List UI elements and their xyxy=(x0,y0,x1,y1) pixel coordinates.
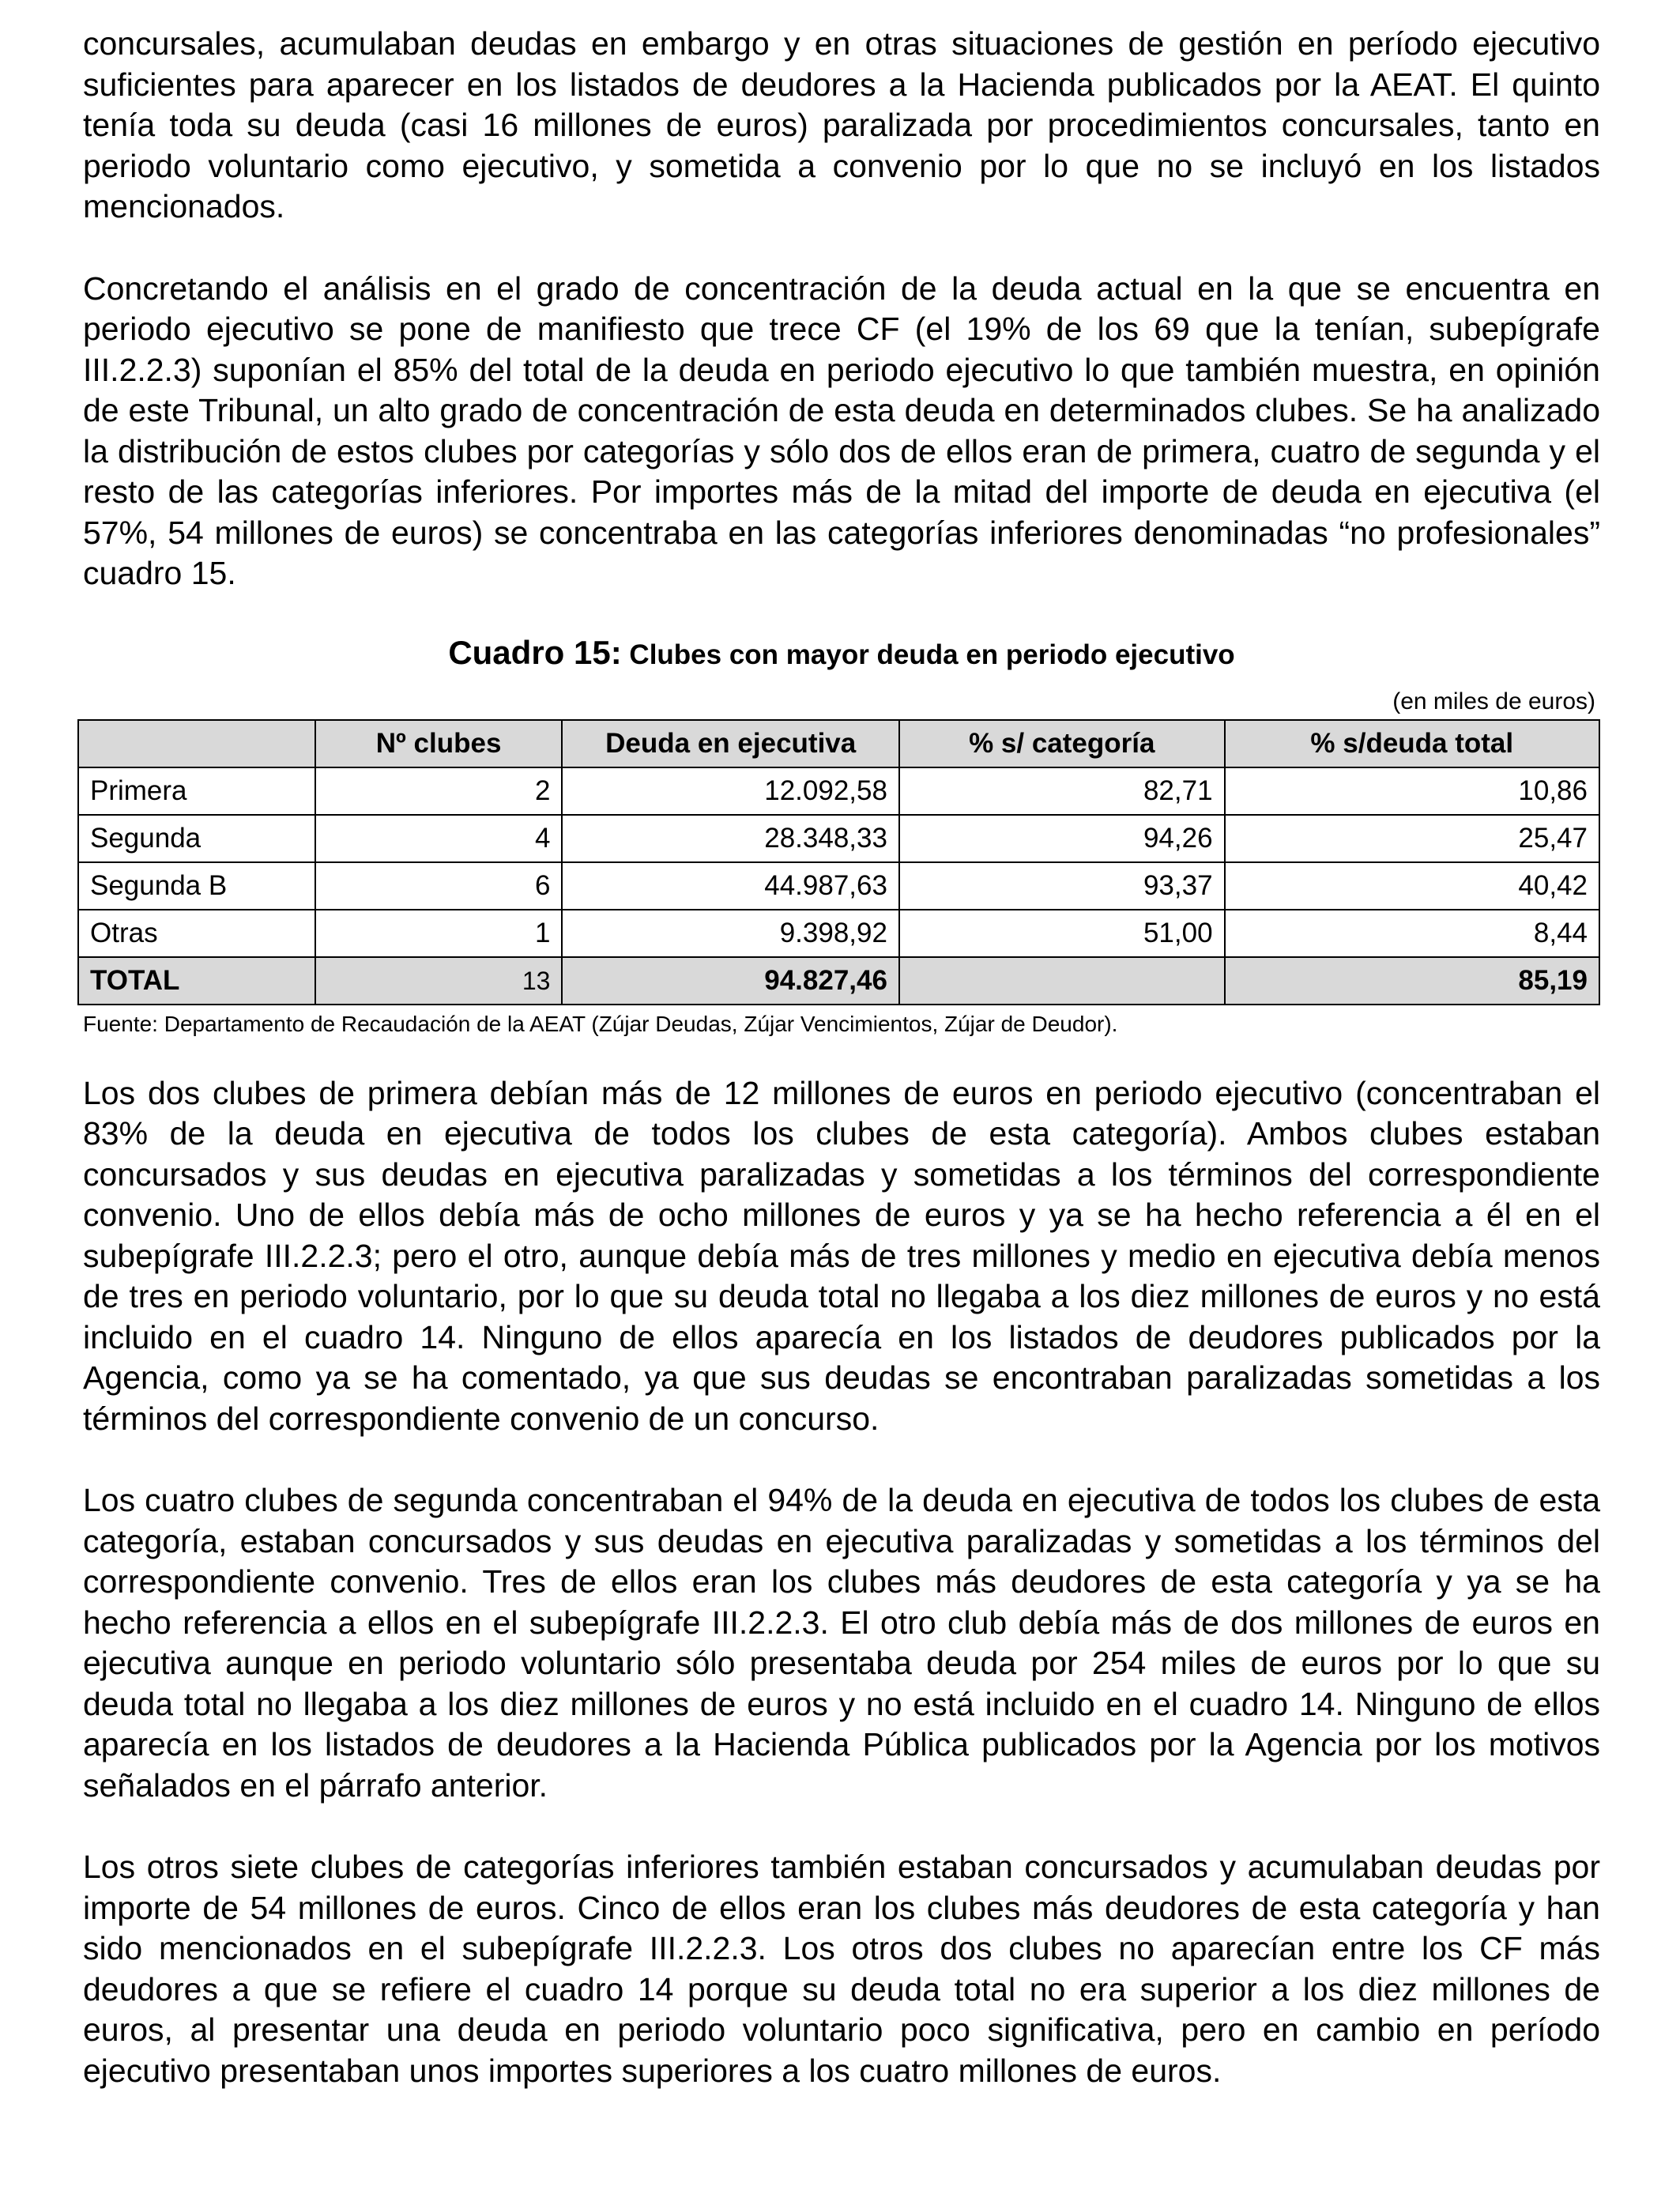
row-label: Segunda B xyxy=(78,862,315,910)
header-debt: Deuda en ejecutiva xyxy=(562,720,899,767)
table-caption-title: Clubes con mayor deuda en periodo ejecutivo xyxy=(621,639,1235,670)
document-page xyxy=(83,24,1600,2132)
cell-debt: 9.398,92 xyxy=(562,910,899,957)
paragraph-5: Los otros siete clubes de categorías inferiores también estaban concursados y acumulaban deudas por importe de 54 millones de euros. Cinco de ellos eran los clubes más deudores de esta categoría y han sido mencionados en el subepígrafe III.2.2.3. Los otros dos clubes no aparecían entre los CF más deudores a que se refiere el cuadro 14 porque su deuda total no era superior a los diez millones de euros, al presentar una deuda en periodo voluntario poco significativa, pero en cambio en período ejecutivo presentaban unos importes superiores a los cuatro millones de euros. xyxy=(83,1849,1600,2089)
header-cell-empty xyxy=(78,720,315,767)
table-row xyxy=(78,862,1599,910)
table-total-row xyxy=(78,957,1599,1005)
row-label: Primera xyxy=(78,767,315,815)
cell-debt: 44.987,63 xyxy=(562,862,899,910)
table-row xyxy=(78,910,1599,957)
table-caption-number: Cuadro 15: xyxy=(448,633,622,671)
paragraph-3: Los dos clubes de primera debían más de 12 millones de euros en periodo ejecutivo (concentraban el 83% de la deuda en ejecutiva de todos los clubes de esta categoría). Ambos clubes estaban concursados y sus deudas en ejecutiva paralizadas y sometidas a los términos del correspondiente convenio. Uno de ellos debía más de ocho millones de euros y ya se ha hecho referencia a él en el subepígrafe III.2.2.3; pero el otro, aunque debía más de tres millones y medio en ejecutiva debía menos de tres en periodo voluntario, por lo que su deuda total no llegaba a los diez millones de euros y no está incluido en el cuadro 14. Ninguno de ellos aparecía en los listados de deudores publicados por la Agencia, como ya se ha comentado, ya que sus deudas se encontraban paralizadas sometidas a los términos del correspondiente convenio de un concurso. xyxy=(83,1074,1600,1437)
table-header-row xyxy=(78,720,1599,767)
total-debt: 94.827,46 xyxy=(562,957,899,1005)
cell-pct-category: 94,26 xyxy=(899,815,1225,862)
header-pct-category: % s/ categoría xyxy=(899,720,1225,767)
cell-pct-total: 10,86 xyxy=(1225,767,1599,815)
cell-pct-category: 82,71 xyxy=(899,767,1225,815)
row-label: Otras xyxy=(78,910,315,957)
cell-debt: 28.348,33 xyxy=(562,815,899,862)
table-row xyxy=(78,815,1599,862)
header-num-clubs: Nº clubes xyxy=(315,720,563,767)
total-pct-total: 85,19 xyxy=(1225,957,1599,1005)
total-label: TOTAL xyxy=(78,957,315,1005)
table-row xyxy=(78,767,1599,815)
total-pct-category xyxy=(899,957,1225,1005)
table-source-note: Fuente: Departamento de Recaudación de la AEAT (Zújar Deudas, Zújar Vencimientos, Zújar de Deudor). xyxy=(83,1011,1118,1036)
row-label: Segunda xyxy=(78,815,315,862)
cell-pct-total: 25,47 xyxy=(1225,815,1599,862)
cell-num-clubs: 6 xyxy=(315,862,563,910)
table-unit-note: (en miles de euros) xyxy=(1392,688,1595,714)
paragraph-2: Concretando el análisis en el grado de concentración de la deuda actual en la que se encuentra en periodo ejecutivo se pone de manifiesto que trece CF (el 19% de los 69 que la tenían, subepígrafe III.2.2.3) suponían el 85% del total de la deuda en periodo ejecutivo lo que también muestra, en opinión de este Tribunal, un alto grado de concentración de esta deuda en determinados clubes. Se ha analizado la distribución de estos clubes por categorías y sólo dos de ellos eran de primera, cuatro de segunda y el resto de las categorías inferiores. Por importes más de la mitad del importe de deuda en ejecutiva (el 57%, 54 millones de euros) se concentraba en las categorías inferiores denominadas “no profesionales” cuadro 15. xyxy=(83,270,1600,591)
cell-pct-category: 93,37 xyxy=(899,862,1225,910)
cell-pct-total: 8,44 xyxy=(1225,910,1599,957)
cell-pct-total: 40,42 xyxy=(1225,862,1599,910)
header-pct-total: % s/deuda total xyxy=(1225,720,1599,767)
cell-num-clubs: 2 xyxy=(315,767,563,815)
cell-debt: 12.092,58 xyxy=(562,767,899,815)
table-caption xyxy=(83,621,1600,684)
cell-pct-category: 51,00 xyxy=(899,910,1225,957)
paragraph-4: Los cuatro clubes de segunda concentraban el 94% de la deuda en ejecutiva de todos los clubes de esta categoría, estaban concursados y sus deudas en ejecutiva paralizadas y sometidas a los términos del correspondiente convenio. Tres de ellos eran los clubes más deudores de esta categoría y ya se ha hecho referencia a ellos en el subepígrafe III.2.2.3. El otro club debía más de dos millones de euros en ejecutiva aunque en periodo voluntario sólo presentaba deuda por 254 miles de euros por lo que su deuda total no llegaba a los diez millones de euros y no está incluido en el cuadro 14. Ninguno de ellos aparecía en los listados de deudores a la Hacienda Pública publicados por la Agencia por los motivos señalados en el párrafo anterior. xyxy=(83,1482,1600,1804)
cell-num-clubs: 1 xyxy=(315,910,563,957)
debt-table xyxy=(77,719,1600,1005)
total-num-clubs: 13 xyxy=(315,957,563,1005)
cell-num-clubs: 4 xyxy=(315,815,563,862)
paragraph-1: concursales, acumulaban deudas en embargo y en otras situaciones de gestión en período ejecutivo suficientes para aparecer en los listados de deudores a la Hacienda publicados por la AEAT. El quinto tenía toda su deuda (casi 16 millones de euros) paralizada por procedimientos concursales, tanto en periodo voluntario como ejecutivo, y sometida a convenio por lo que no se incluyó en los listados mencionados. xyxy=(83,25,1600,224)
